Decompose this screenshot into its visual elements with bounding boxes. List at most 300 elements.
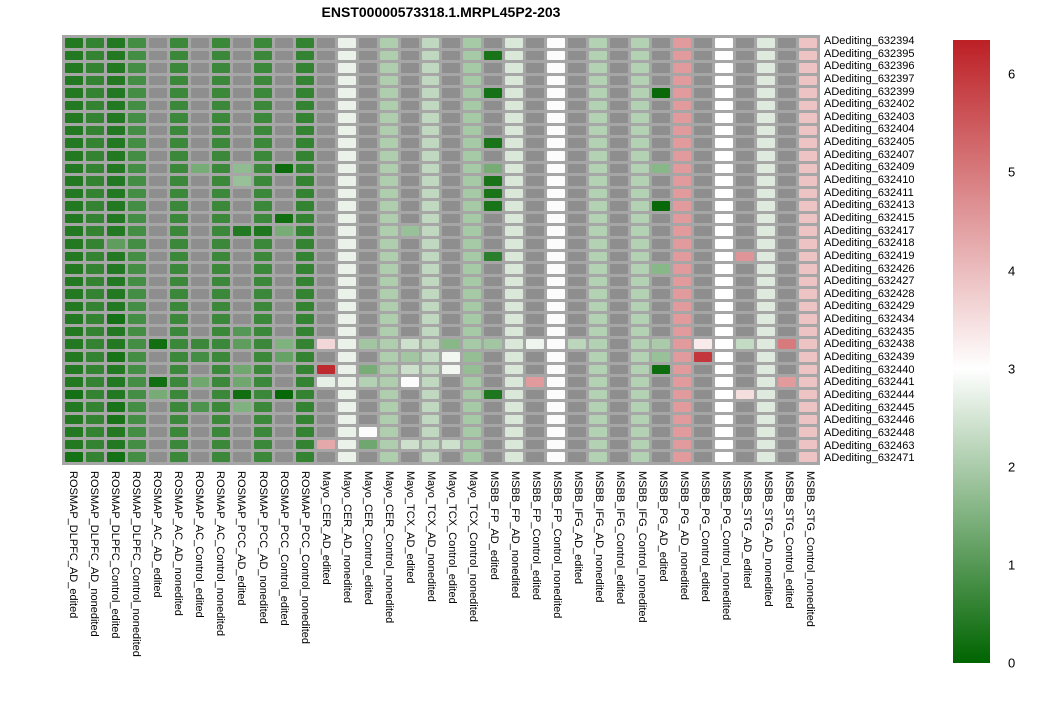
heatmap-cell bbox=[380, 314, 398, 324]
heatmap-cell bbox=[715, 365, 733, 375]
heatmap-cell bbox=[191, 365, 209, 375]
heatmap-cell bbox=[254, 201, 272, 211]
row-label: ADediting_632446 bbox=[824, 414, 915, 427]
heatmap-cell bbox=[296, 402, 314, 412]
heatmap-cell bbox=[191, 302, 209, 312]
heatmap-cell bbox=[631, 427, 649, 437]
heatmap-cell bbox=[191, 76, 209, 86]
heatmap-cell bbox=[191, 314, 209, 324]
heatmap-cell bbox=[65, 164, 83, 174]
heatmap-cell bbox=[526, 289, 544, 299]
heatmap-cell bbox=[296, 264, 314, 274]
heatmap-cell bbox=[317, 164, 335, 174]
heatmap-cell bbox=[359, 88, 377, 98]
heatmap-cell bbox=[526, 113, 544, 123]
heatmap-cell bbox=[568, 314, 586, 324]
heatmap-cell bbox=[233, 76, 251, 86]
heatmap-cell bbox=[715, 164, 733, 174]
heatmap-cell bbox=[422, 289, 440, 299]
heatmap-cell bbox=[170, 76, 188, 86]
heatmap-cell bbox=[589, 327, 607, 337]
heatmap-cell bbox=[568, 452, 586, 462]
col-label: MSBB_IFG_AD_nonedited bbox=[593, 471, 606, 603]
heatmap-cell bbox=[317, 402, 335, 412]
heatmap-cell bbox=[484, 365, 502, 375]
heatmap-cell bbox=[715, 76, 733, 86]
heatmap-cell bbox=[275, 327, 293, 337]
heatmap-cell bbox=[610, 201, 628, 211]
heatmap-cell bbox=[170, 289, 188, 299]
heatmap-cell bbox=[149, 415, 167, 425]
heatmap-cell bbox=[233, 164, 251, 174]
heatmap-cell bbox=[212, 264, 230, 274]
heatmap-cell bbox=[107, 176, 125, 186]
heatmap-cell bbox=[652, 264, 670, 274]
colorbar-tick-label: 6 bbox=[1008, 66, 1016, 82]
heatmap-cell bbox=[317, 452, 335, 462]
heatmap-cell bbox=[107, 264, 125, 274]
col-label: MSBB_STG_Control_edited bbox=[782, 471, 795, 609]
heatmap-cell bbox=[673, 314, 691, 324]
heatmap-cell bbox=[422, 390, 440, 400]
heatmap-cell bbox=[526, 138, 544, 148]
heatmap-cell bbox=[65, 339, 83, 349]
heatmap-cell bbox=[380, 352, 398, 362]
heatmap-cell bbox=[526, 88, 544, 98]
heatmap-cell bbox=[757, 201, 775, 211]
heatmap-cell bbox=[254, 151, 272, 161]
row-label: ADediting_632439 bbox=[824, 351, 915, 364]
row-label: ADediting_632434 bbox=[824, 313, 915, 326]
heatmap-cell bbox=[589, 113, 607, 123]
heatmap-cell bbox=[338, 88, 356, 98]
heatmap-cell bbox=[86, 38, 104, 48]
heatmap-cell bbox=[799, 138, 817, 148]
heatmap-cell bbox=[191, 440, 209, 450]
heatmap-cell bbox=[149, 377, 167, 387]
heatmap-cell bbox=[715, 176, 733, 186]
row-label: ADediting_632411 bbox=[824, 186, 914, 199]
heatmap-cell bbox=[338, 390, 356, 400]
heatmap-cell bbox=[380, 113, 398, 123]
heatmap-cell bbox=[799, 302, 817, 312]
heatmap-cell bbox=[380, 189, 398, 199]
heatmap-cell bbox=[778, 352, 796, 362]
heatmap-cell bbox=[212, 377, 230, 387]
heatmap-cell bbox=[484, 226, 502, 236]
heatmap-cell bbox=[296, 289, 314, 299]
heatmap-cell bbox=[191, 402, 209, 412]
heatmap-cell bbox=[128, 352, 146, 362]
heatmap-cell bbox=[65, 176, 83, 186]
heatmap-cell bbox=[128, 239, 146, 249]
heatmap-cell bbox=[86, 252, 104, 262]
heatmap-cell bbox=[422, 377, 440, 387]
col-label: ROSMAP_PCC_Control_edited bbox=[277, 471, 290, 626]
heatmap-cell bbox=[442, 415, 460, 425]
heatmap-cell bbox=[757, 277, 775, 287]
heatmap-cell bbox=[233, 277, 251, 287]
heatmap-cell bbox=[526, 377, 544, 387]
heatmap-cell bbox=[254, 63, 272, 73]
heatmap-cell bbox=[715, 427, 733, 437]
heatmap-cell bbox=[380, 226, 398, 236]
heatmap-cell bbox=[233, 176, 251, 186]
heatmap-cell bbox=[505, 38, 523, 48]
row-label: ADediting_632418 bbox=[824, 237, 915, 250]
heatmap-cell bbox=[317, 101, 335, 111]
col-label: ROSMAP_AC_Control_nonedited bbox=[214, 471, 227, 637]
heatmap-cell bbox=[380, 138, 398, 148]
heatmap-cell bbox=[107, 101, 125, 111]
heatmap-cell bbox=[568, 402, 586, 412]
row-label: ADediting_632399 bbox=[824, 85, 915, 98]
heatmap-cell bbox=[526, 38, 544, 48]
heatmap-cell bbox=[191, 214, 209, 224]
heatmap-cell bbox=[401, 365, 419, 375]
heatmap-cell bbox=[275, 314, 293, 324]
heatmap-cell bbox=[401, 402, 419, 412]
heatmap-cell bbox=[149, 113, 167, 123]
heatmap-cell bbox=[233, 201, 251, 211]
heatmap-cell bbox=[275, 264, 293, 274]
heatmap-cell bbox=[338, 415, 356, 425]
heatmap-cell bbox=[694, 452, 712, 462]
heatmap-cell bbox=[233, 415, 251, 425]
heatmap-cell bbox=[694, 239, 712, 249]
heatmap-cell bbox=[275, 402, 293, 412]
heatmap-cell bbox=[128, 214, 146, 224]
heatmap-cell bbox=[715, 377, 733, 387]
heatmap-cell bbox=[715, 214, 733, 224]
heatmap-cell bbox=[149, 339, 167, 349]
heatmap-cell bbox=[463, 452, 481, 462]
heatmap-cell bbox=[170, 377, 188, 387]
heatmap-cell bbox=[589, 352, 607, 362]
heatmap-cell bbox=[149, 63, 167, 73]
heatmap-cell bbox=[673, 176, 691, 186]
row-label: ADediting_632471 bbox=[824, 452, 915, 465]
heatmap-cell bbox=[317, 277, 335, 287]
heatmap-cell bbox=[233, 51, 251, 61]
heatmap-cell bbox=[463, 252, 481, 262]
heatmap-cell bbox=[442, 452, 460, 462]
heatmap-cell bbox=[463, 201, 481, 211]
heatmap-cell bbox=[401, 189, 419, 199]
heatmap-cell bbox=[652, 252, 670, 262]
heatmap-cell bbox=[610, 302, 628, 312]
heatmap-cell bbox=[317, 76, 335, 86]
heatmap-cell bbox=[233, 239, 251, 249]
heatmap-cell bbox=[254, 88, 272, 98]
heatmap-cell bbox=[170, 252, 188, 262]
heatmap-cell bbox=[296, 88, 314, 98]
heatmap-cell bbox=[526, 415, 544, 425]
heatmap-cell bbox=[107, 214, 125, 224]
heatmap-cell bbox=[526, 277, 544, 287]
heatmap-cell bbox=[359, 302, 377, 312]
heatmap-cell bbox=[694, 390, 712, 400]
heatmap-cell bbox=[610, 377, 628, 387]
heatmap-cell bbox=[589, 226, 607, 236]
heatmap-cell bbox=[484, 252, 502, 262]
heatmap-cell bbox=[484, 151, 502, 161]
heatmap-cell bbox=[799, 264, 817, 274]
heatmap-cell bbox=[778, 377, 796, 387]
heatmap-cell bbox=[359, 314, 377, 324]
heatmap-cell bbox=[736, 277, 754, 287]
heatmap-cell bbox=[296, 164, 314, 174]
heatmap-cell bbox=[191, 415, 209, 425]
heatmap-cell bbox=[422, 88, 440, 98]
heatmap-cell bbox=[338, 76, 356, 86]
heatmap-cell bbox=[86, 151, 104, 161]
heatmap-cell bbox=[233, 440, 251, 450]
heatmap-cell bbox=[442, 427, 460, 437]
heatmap-cell bbox=[359, 440, 377, 450]
heatmap-cell bbox=[212, 126, 230, 136]
heatmap-cell bbox=[694, 365, 712, 375]
row-label: ADediting_632396 bbox=[824, 60, 915, 73]
heatmap-cell bbox=[673, 402, 691, 412]
heatmap-cell bbox=[359, 352, 377, 362]
heatmap-cell bbox=[233, 390, 251, 400]
heatmap-cell bbox=[610, 365, 628, 375]
heatmap-cell bbox=[233, 264, 251, 274]
heatmap-cell bbox=[631, 51, 649, 61]
heatmap-cell bbox=[652, 201, 670, 211]
row-label: ADediting_632429 bbox=[824, 300, 915, 313]
heatmap-cell bbox=[107, 377, 125, 387]
heatmap-cell bbox=[380, 252, 398, 262]
row-label: ADediting_632402 bbox=[824, 98, 915, 111]
heatmap-cell bbox=[589, 440, 607, 450]
heatmap-cell bbox=[338, 63, 356, 73]
heatmap-cell bbox=[359, 101, 377, 111]
heatmap-cell bbox=[65, 365, 83, 375]
heatmap-cell bbox=[86, 113, 104, 123]
heatmap-cell bbox=[526, 327, 544, 337]
heatmap-cell bbox=[107, 352, 125, 362]
heatmap-cell bbox=[568, 239, 586, 249]
heatmap-cell bbox=[568, 427, 586, 437]
heatmap-cell bbox=[799, 440, 817, 450]
heatmap-cell bbox=[359, 327, 377, 337]
heatmap-cell bbox=[296, 63, 314, 73]
heatmap-cell bbox=[296, 377, 314, 387]
heatmap-cell bbox=[275, 239, 293, 249]
heatmap-cell bbox=[505, 239, 523, 249]
heatmap-cell bbox=[568, 252, 586, 262]
heatmap-cell bbox=[422, 440, 440, 450]
heatmap-cell bbox=[128, 126, 146, 136]
heatmap-cell bbox=[317, 365, 335, 375]
heatmap-cell bbox=[778, 164, 796, 174]
heatmap-cell bbox=[212, 289, 230, 299]
heatmap-cell bbox=[170, 51, 188, 61]
heatmap-cell bbox=[589, 365, 607, 375]
col-label: MSBB_PG_AD_nonedited bbox=[677, 471, 690, 601]
heatmap-cell bbox=[317, 138, 335, 148]
heatmap-cell bbox=[191, 252, 209, 262]
heatmap-cell bbox=[715, 252, 733, 262]
heatmap-cell bbox=[275, 452, 293, 462]
heatmap-cell bbox=[338, 302, 356, 312]
heatmap-cell bbox=[442, 289, 460, 299]
heatmap-cell bbox=[778, 415, 796, 425]
heatmap-cell bbox=[317, 252, 335, 262]
heatmap-cell bbox=[422, 252, 440, 262]
heatmap-cell bbox=[757, 76, 775, 86]
heatmap-cell bbox=[442, 176, 460, 186]
heatmap-cell bbox=[401, 452, 419, 462]
heatmap-cell bbox=[547, 302, 565, 312]
heatmap-cell bbox=[610, 327, 628, 337]
heatmap-cell bbox=[296, 365, 314, 375]
heatmap-cell bbox=[799, 289, 817, 299]
heatmap-cell bbox=[233, 339, 251, 349]
heatmap-cell bbox=[401, 126, 419, 136]
heatmap-cell bbox=[694, 176, 712, 186]
heatmap-cell bbox=[442, 327, 460, 337]
heatmap-cell bbox=[107, 126, 125, 136]
heatmap-cell bbox=[757, 339, 775, 349]
heatmap-cell bbox=[233, 126, 251, 136]
heatmap-cell bbox=[212, 214, 230, 224]
heatmap-cell bbox=[401, 415, 419, 425]
heatmap-cell bbox=[401, 302, 419, 312]
heatmap-cell bbox=[191, 352, 209, 362]
heatmap-cell bbox=[526, 314, 544, 324]
heatmap-cell bbox=[463, 352, 481, 362]
heatmap-cell bbox=[149, 151, 167, 161]
heatmap-cell bbox=[191, 390, 209, 400]
heatmap-cell bbox=[233, 113, 251, 123]
heatmap-cell bbox=[715, 88, 733, 98]
colorbar-tick-label: 5 bbox=[1008, 164, 1016, 180]
heatmap-cell bbox=[631, 226, 649, 236]
heatmap-cell bbox=[317, 51, 335, 61]
heatmap-cell bbox=[610, 390, 628, 400]
heatmap-cell bbox=[610, 189, 628, 199]
heatmap-cell bbox=[505, 289, 523, 299]
heatmap-cell bbox=[463, 101, 481, 111]
heatmap-cell bbox=[610, 164, 628, 174]
heatmap-cell bbox=[212, 138, 230, 148]
heatmap-cell bbox=[317, 339, 335, 349]
heatmap-cell bbox=[212, 226, 230, 236]
heatmap-cell bbox=[652, 189, 670, 199]
heatmap-cell bbox=[107, 289, 125, 299]
heatmap-cell bbox=[359, 289, 377, 299]
heatmap-cell bbox=[484, 101, 502, 111]
heatmap-cell bbox=[547, 390, 565, 400]
heatmap-cell bbox=[149, 126, 167, 136]
heatmap-cell bbox=[568, 277, 586, 287]
heatmap-cell bbox=[778, 239, 796, 249]
heatmap-cell bbox=[401, 201, 419, 211]
heatmap-cell bbox=[442, 277, 460, 287]
heatmap-cell bbox=[65, 113, 83, 123]
heatmap-cell bbox=[254, 264, 272, 274]
heatmap-cell bbox=[380, 164, 398, 174]
heatmap-cell bbox=[694, 352, 712, 362]
heatmap-cell bbox=[380, 302, 398, 312]
heatmap-cell bbox=[338, 377, 356, 387]
heatmap-cell bbox=[107, 302, 125, 312]
heatmap-cell bbox=[631, 440, 649, 450]
heatmap-cell bbox=[589, 314, 607, 324]
heatmap-cell bbox=[736, 88, 754, 98]
heatmap-cell bbox=[401, 63, 419, 73]
heatmap-cell bbox=[212, 63, 230, 73]
heatmap-cell bbox=[170, 390, 188, 400]
heatmap-cell bbox=[149, 252, 167, 262]
heatmap-cell bbox=[736, 201, 754, 211]
heatmap-cell bbox=[589, 176, 607, 186]
heatmap-cell bbox=[589, 289, 607, 299]
heatmap-cell bbox=[673, 365, 691, 375]
heatmap-cell bbox=[568, 302, 586, 312]
heatmap-cell bbox=[484, 88, 502, 98]
heatmap-cell bbox=[505, 302, 523, 312]
col-label: Mayo_TCX_AD_edited bbox=[403, 471, 416, 584]
heatmap-cell bbox=[233, 365, 251, 375]
heatmap-cell bbox=[107, 189, 125, 199]
heatmap-cell bbox=[610, 314, 628, 324]
heatmap-cell bbox=[107, 365, 125, 375]
heatmap-cell bbox=[547, 239, 565, 249]
heatmap-cell bbox=[275, 339, 293, 349]
heatmap-cell bbox=[359, 365, 377, 375]
heatmap-cell bbox=[799, 51, 817, 61]
heatmap-cell bbox=[463, 327, 481, 337]
heatmap-cell bbox=[86, 440, 104, 450]
row-label: ADediting_632444 bbox=[824, 388, 915, 401]
heatmap-cell bbox=[736, 339, 754, 349]
heatmap-cell bbox=[212, 327, 230, 337]
heatmap-cell bbox=[65, 88, 83, 98]
heatmap-cell bbox=[589, 138, 607, 148]
heatmap-cell bbox=[149, 239, 167, 249]
heatmap-cell bbox=[463, 151, 481, 161]
heatmap-cell bbox=[547, 101, 565, 111]
heatmap-cell bbox=[191, 201, 209, 211]
heatmap-cell bbox=[484, 38, 502, 48]
heatmap-cell bbox=[673, 164, 691, 174]
row-label: ADediting_632394 bbox=[824, 35, 915, 47]
heatmap-cell bbox=[778, 88, 796, 98]
heatmap-cell bbox=[380, 239, 398, 249]
col-label: MSBB_PG_Control_nonedited bbox=[719, 471, 732, 621]
heatmap-cell bbox=[589, 88, 607, 98]
heatmap-cell bbox=[359, 38, 377, 48]
heatmap-cell bbox=[484, 352, 502, 362]
heatmap-cell bbox=[296, 76, 314, 86]
col-label: ROSMAP_PCC_AD_nonedited bbox=[256, 471, 269, 624]
heatmap-cell bbox=[505, 176, 523, 186]
heatmap-cell bbox=[191, 113, 209, 123]
heatmap-cell bbox=[631, 264, 649, 274]
heatmap-cell bbox=[191, 264, 209, 274]
heatmap-cell bbox=[442, 138, 460, 148]
heatmap-cell bbox=[736, 415, 754, 425]
heatmap-cell bbox=[191, 452, 209, 462]
heatmap-cell bbox=[296, 38, 314, 48]
row-label: ADediting_632413 bbox=[824, 199, 915, 212]
heatmap-cell bbox=[484, 440, 502, 450]
heatmap-cell bbox=[757, 126, 775, 136]
